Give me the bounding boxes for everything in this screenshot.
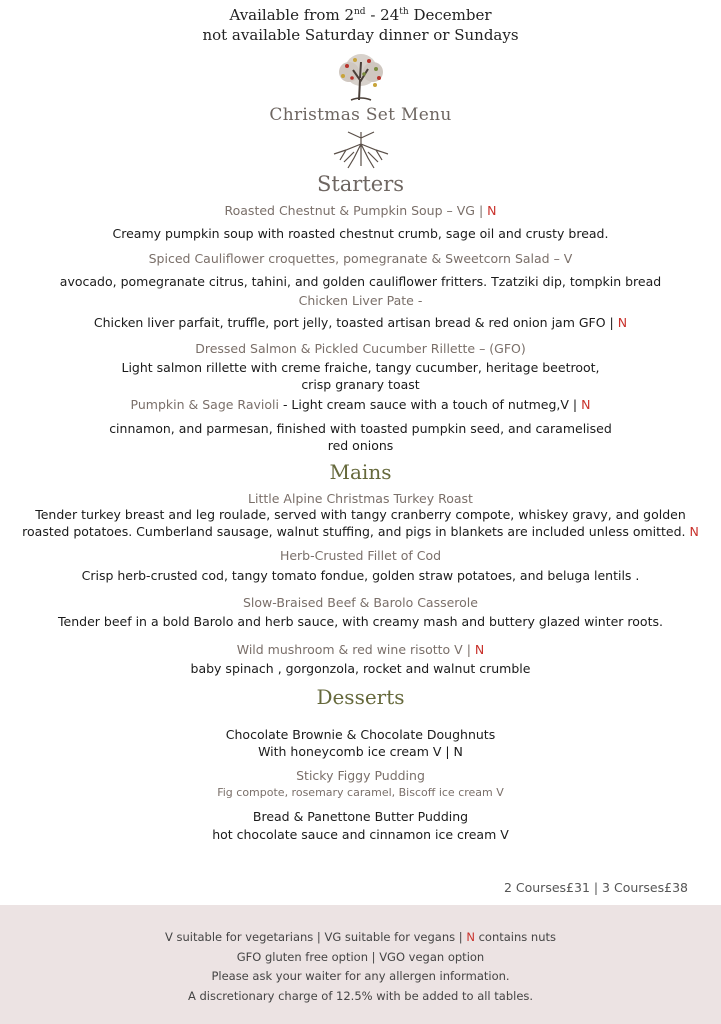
ordinal-sup: nd — [354, 7, 366, 17]
dish-name: Dressed Salmon & Pickled Cucumber Rillette – (GFO) — [195, 341, 526, 356]
dessert-description: hot chocolate sauce and cinnamon ice cream V — [212, 827, 509, 842]
dish-description: Creamy pumpkin soup with roasted chestnut crumb, sage oil and crusty bread. — [112, 226, 609, 241]
nut-marker: N — [581, 397, 591, 412]
dish-name-text: Roasted Chestnut & Pumpkin Soup – VG | — [224, 203, 488, 218]
dish-name — [0, 642, 721, 657]
dish-inline-description: - Light cream sauce with a touch of nutmeg,V | — [278, 397, 582, 412]
dish-name: Little Alpine Christmas Turkey Roast — [248, 491, 473, 506]
footer-panel — [0, 905, 721, 1024]
roots-icon — [0, 130, 721, 170]
dish-name: Slow-Braised Beef & Barolo Casserole — [243, 595, 478, 610]
availability-note: not available Saturday dinner or Sundays — [202, 26, 519, 44]
dish-name — [0, 397, 721, 412]
dish-description: crisp granary toast — [301, 377, 420, 392]
dish-description: red onions — [327, 438, 394, 453]
dish-name: Spiced Cauliflower croquettes, pomegranate & Sweetcorn Salad – V — [148, 251, 573, 266]
dessert-description: With honeycomb ice cream V | N — [258, 744, 463, 759]
section-heading-starters: Starters — [316, 172, 405, 196]
dish-name: Chicken Liver Pate - — [298, 293, 423, 308]
dessert-name: Bread & Panettone Butter Pudding — [252, 809, 469, 824]
dish-description: avocado, pomegranate citrus, tahini, and golden cauliflower fritters. Tzatziki dip, tompkin bread — [59, 274, 662, 289]
section-heading-mains: Mains — [329, 460, 392, 484]
dietary-key — [0, 930, 721, 944]
dessert-description: Fig compote, rosemary caramel, Biscoff ice cream V — [217, 786, 504, 799]
nut-marker: N — [617, 315, 628, 330]
section-heading-desserts: Desserts — [316, 685, 405, 709]
dish-description: Crisp herb-crusted cod, tangy tomato fondue, golden straw potatoes, and beluga lentils . — [81, 568, 640, 583]
allergen-note: Please ask your waiter for any allergen information. — [211, 969, 510, 983]
nut-marker: N — [474, 642, 485, 657]
service-charge-note: A discretionary charge of 12.5% with be added to all tables. — [187, 989, 534, 1003]
dish-name — [0, 203, 721, 218]
dish-name-text: Wild mushroom & red wine risotto V | — [236, 642, 475, 657]
dish-description-text: Chicken liver parfait, truffle, port jelly, toasted artisan bread & red onion jam GFO | — [93, 315, 618, 330]
dish-description — [0, 524, 721, 539]
dessert-name: Sticky Figgy Pudding — [296, 768, 425, 783]
price-line: 2 Courses£31 | 3 Courses£38 — [503, 880, 688, 895]
dietary-key-text: contains nuts — [474, 930, 557, 944]
dish-description: Tender turkey breast and leg roulade, served with tangy cranberry compote, whiskey gravy, and golden — [35, 507, 686, 522]
ordinal-sup: th — [399, 7, 409, 17]
availability-text: December — [408, 6, 492, 24]
dish-description-text: roasted potatoes. Cumberland sausage, walnut stuffing, and pigs in blankets are included unless omitted. — [22, 524, 690, 539]
availability-line — [0, 6, 721, 24]
tree-icon — [0, 52, 721, 102]
dessert-name: Chocolate Brownie & Chocolate Doughnuts — [225, 727, 496, 742]
availability-text: Available from 2 — [229, 6, 354, 24]
dietary-key-text: V suitable for vegetarians | VG suitable for vegans | — [164, 930, 467, 944]
nut-marker: N — [689, 524, 699, 539]
nut-marker: N — [466, 930, 475, 944]
dish-description — [0, 315, 721, 330]
availability-text: - 24 — [365, 6, 400, 24]
dish-description: cinnamon, and parmesan, finished with toasted pumpkin seed, and caramelised — [109, 421, 612, 436]
option-key: GFO gluten free option | VGO vegan option — [236, 950, 485, 964]
dish-description: Light salmon rillette with creme fraiche, tangy cucumber, heritage beetroot, — [121, 360, 600, 375]
dish-description: Tender beef in a bold Barolo and herb sauce, with creamy mash and buttery glazed winter roots. — [58, 614, 663, 629]
menu-title: Christmas Set Menu — [269, 105, 452, 125]
dish-description: baby spinach , gorgonzola, rocket and walnut crumble — [190, 661, 531, 676]
dish-name: Herb-Crusted Fillet of Cod — [279, 548, 442, 563]
dish-name-text: Pumpkin & Sage Ravioli — [130, 397, 279, 412]
nut-marker: N — [487, 203, 497, 218]
